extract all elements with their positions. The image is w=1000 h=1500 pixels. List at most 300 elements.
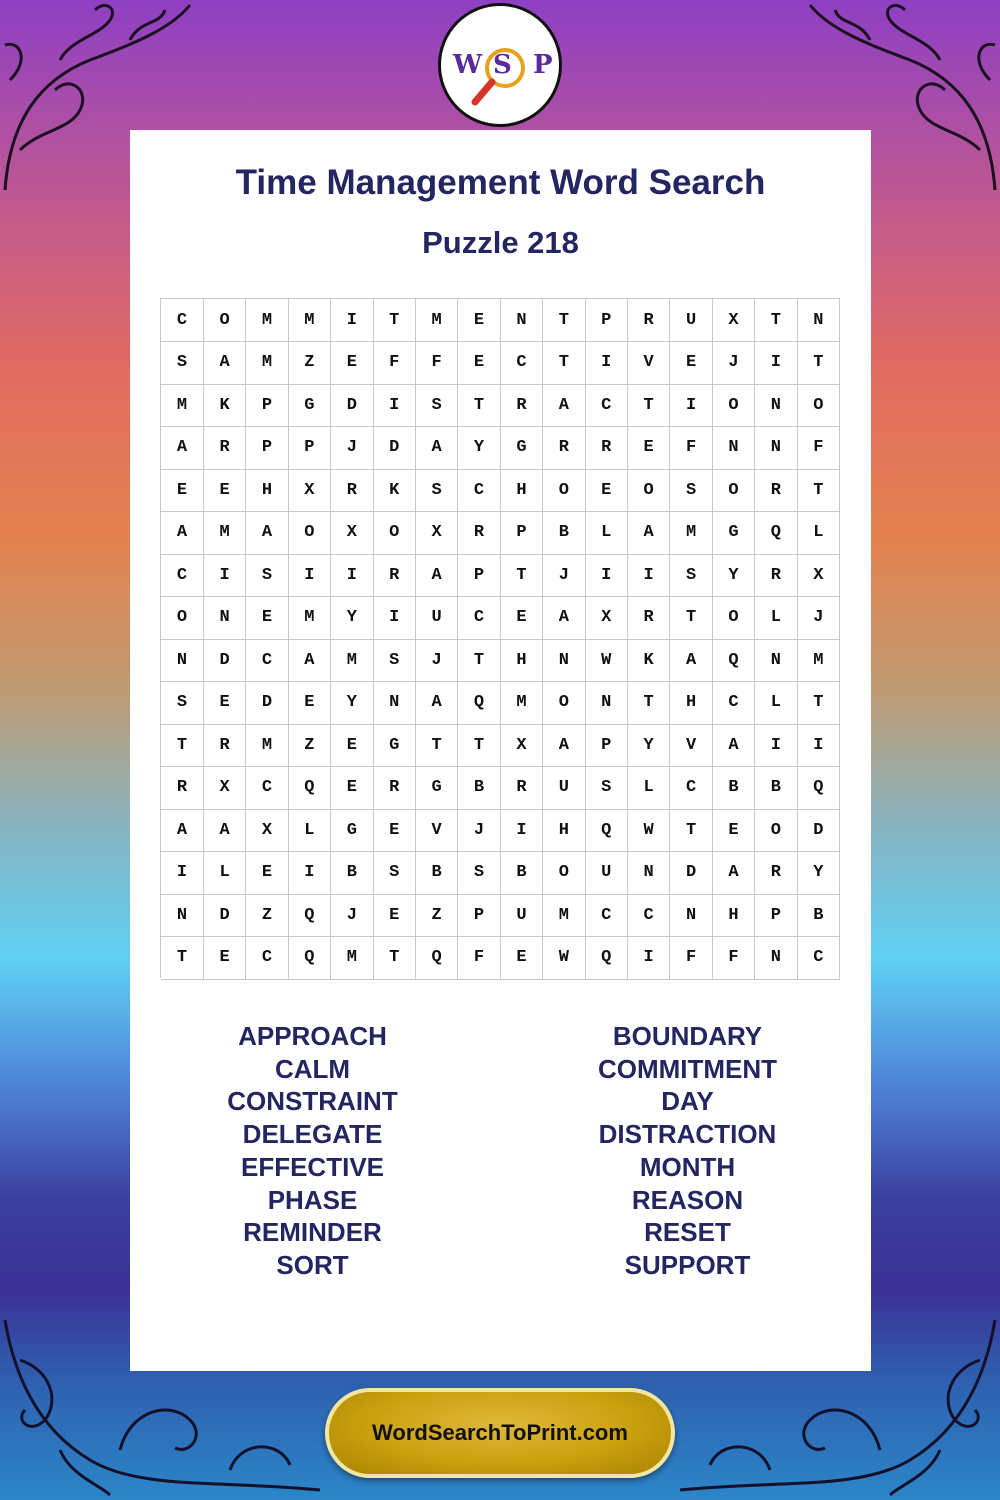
grid-cell[interactable]: E (627, 427, 669, 470)
grid-row (161, 639, 840, 682)
grid-cell[interactable]: H (670, 682, 712, 725)
grid-cell[interactable]: Q (797, 767, 839, 810)
grid-cell[interactable]: K (373, 469, 415, 512)
grid-cell[interactable]: X (712, 299, 754, 342)
grid-cell[interactable]: P (246, 427, 288, 470)
grid-cell[interactable]: Q (288, 937, 330, 980)
magnifier-icon (469, 44, 529, 108)
grid-cell[interactable]: O (712, 597, 754, 640)
grid-cell[interactable]: N (543, 639, 585, 682)
grid-cell[interactable]: I (288, 852, 330, 895)
grid-cell[interactable]: N (373, 682, 415, 725)
grid-cell[interactable]: T (670, 597, 712, 640)
grid-cell[interactable]: F (797, 427, 839, 470)
grid-cell[interactable]: O (712, 384, 754, 427)
grid-cell[interactable]: T (797, 682, 839, 725)
grid-cell[interactable]: T (627, 682, 669, 725)
grid-cell[interactable]: C (161, 554, 203, 597)
grid-cell[interactable]: R (161, 767, 203, 810)
grid-row (161, 427, 840, 470)
grid-cell[interactable]: T (755, 299, 797, 342)
grid-cell[interactable]: V (627, 342, 669, 385)
grid-cell[interactable]: T (500, 554, 542, 597)
grid-cell[interactable]: U (670, 299, 712, 342)
word-list-item: SUPPORT (624, 1249, 751, 1280)
grid-cell[interactable]: N (203, 597, 245, 640)
grid-cell[interactable]: S (161, 682, 203, 725)
grid-cell[interactable]: E (246, 597, 288, 640)
grid-cell[interactable]: L (288, 809, 330, 852)
grid-cell[interactable]: D (670, 852, 712, 895)
grid-cell[interactable]: W (543, 937, 585, 980)
grid-cell[interactable]: R (755, 852, 797, 895)
grid-cell[interactable]: C (712, 682, 754, 725)
grid-row (161, 852, 840, 895)
word-list-item: BOUNDARY (612, 1021, 763, 1051)
grid-cell[interactable]: O (288, 512, 330, 555)
grid-cell[interactable]: T (670, 809, 712, 852)
grid-cell[interactable]: P (585, 299, 627, 342)
grid-cell[interactable]: E (373, 894, 415, 937)
grid-cell[interactable]: A (161, 427, 203, 470)
grid-cell[interactable]: F (712, 937, 754, 980)
grid-cell[interactable]: R (373, 767, 415, 810)
word-list-item: APPROACH (238, 1021, 387, 1051)
grid-cell[interactable]: Y (331, 682, 373, 725)
grid-cell[interactable]: O (627, 469, 669, 512)
website-link-button[interactable]: WordSearchToPrint.com (325, 1388, 675, 1478)
grid-cell[interactable]: F (670, 427, 712, 470)
grid-cell[interactable]: I (500, 809, 542, 852)
grid-cell[interactable]: B (415, 852, 457, 895)
word-list-right (500, 1020, 875, 1282)
grid-cell[interactable]: E (585, 469, 627, 512)
grid-cell[interactable]: P (755, 894, 797, 937)
grid-cell[interactable]: A (543, 597, 585, 640)
grid-cell[interactable]: E (246, 852, 288, 895)
grid-cell[interactable]: Y (797, 852, 839, 895)
grid-cell[interactable]: N (161, 894, 203, 937)
grid-cell[interactable]: Q (415, 937, 457, 980)
grid-cell[interactable]: T (161, 724, 203, 767)
grid-cell[interactable]: C (670, 767, 712, 810)
grid-cell[interactable]: B (797, 894, 839, 937)
grid-cell[interactable]: E (331, 342, 373, 385)
grid-cell[interactable]: M (543, 894, 585, 937)
grid-cell[interactable]: S (670, 469, 712, 512)
grid-cell[interactable]: J (331, 894, 373, 937)
grid-cell[interactable]: A (712, 724, 754, 767)
grid-cell[interactable]: Y (627, 724, 669, 767)
grid-cell[interactable]: M (415, 299, 457, 342)
grid-cell[interactable]: B (500, 852, 542, 895)
grid-cell[interactable]: I (797, 724, 839, 767)
grid-cell[interactable]: X (203, 767, 245, 810)
grid-cell[interactable]: N (670, 894, 712, 937)
grid-cell[interactable]: B (543, 512, 585, 555)
grid-cell[interactable]: A (670, 639, 712, 682)
grid-cell[interactable]: J (712, 342, 754, 385)
grid-cell[interactable]: U (415, 597, 457, 640)
grid-cell[interactable]: A (415, 554, 457, 597)
letter-grid-table (161, 299, 840, 980)
grid-cell[interactable]: O (543, 469, 585, 512)
grid-cell[interactable]: F (670, 937, 712, 980)
grid-cell[interactable]: A (543, 724, 585, 767)
grid-cell[interactable]: R (203, 427, 245, 470)
word-list-item: RESET (644, 1217, 731, 1248)
grid-cell[interactable]: R (755, 554, 797, 597)
grid-cell[interactable]: H (712, 894, 754, 937)
grid-cell[interactable]: N (627, 852, 669, 895)
grid-cell[interactable]: P (585, 724, 627, 767)
grid-cell[interactable]: I (585, 342, 627, 385)
grid-cell[interactable]: N (755, 937, 797, 980)
word-list-item: DAY (661, 1086, 714, 1117)
grid-cell[interactable]: H (500, 639, 542, 682)
grid-cell[interactable]: F (415, 342, 457, 385)
logo-letter-p: P (533, 50, 553, 80)
grid-cell[interactable]: X (797, 554, 839, 597)
grid-cell[interactable]: D (331, 384, 373, 427)
grid-row (161, 299, 840, 342)
grid-cell[interactable]: Q (288, 894, 330, 937)
grid-cell[interactable]: O (203, 299, 245, 342)
grid-cell[interactable]: N (755, 639, 797, 682)
grid-cell[interactable]: R (585, 427, 627, 470)
grid-cell[interactable]: T (797, 469, 839, 512)
grid-cell[interactable]: E (670, 342, 712, 385)
word-list-item: PHASE (267, 1184, 358, 1215)
grid-row (161, 384, 840, 427)
grid-cell[interactable]: L (627, 767, 669, 810)
page-title: Time Management Word Search (235, 163, 766, 202)
grid-cell[interactable]: R (458, 512, 500, 555)
grid-cell[interactable]: I (755, 342, 797, 385)
grid-cell[interactable]: T (543, 299, 585, 342)
grid-cell[interactable]: N (585, 682, 627, 725)
grid-cell[interactable]: E (288, 682, 330, 725)
grid-cell[interactable]: M (797, 639, 839, 682)
grid-cell[interactable]: A (712, 852, 754, 895)
grid-cell[interactable]: U (500, 894, 542, 937)
grid-cell[interactable]: M (331, 639, 373, 682)
grid-cell[interactable]: P (500, 512, 542, 555)
grid-cell[interactable]: S (415, 469, 457, 512)
grid-cell[interactable]: S (373, 639, 415, 682)
grid-cell[interactable]: Q (585, 809, 627, 852)
grid-cell[interactable]: E (161, 469, 203, 512)
grid-cell[interactable]: E (458, 342, 500, 385)
grid-cell[interactable]: T (458, 639, 500, 682)
word-list-item: REMINDER (243, 1217, 382, 1248)
grid-cell[interactable]: A (415, 682, 457, 725)
site-logo[interactable] (438, 3, 562, 127)
grid-cell[interactable]: T (458, 384, 500, 427)
grid-cell[interactable]: L (585, 512, 627, 555)
grid-cell[interactable]: P (458, 554, 500, 597)
grid-cell[interactable]: L (755, 682, 797, 725)
grid-cell[interactable]: D (797, 809, 839, 852)
grid-row (161, 724, 840, 767)
grid-cell[interactable]: E (203, 469, 245, 512)
grid-cell[interactable]: R (627, 299, 669, 342)
grid-cell[interactable]: R (500, 384, 542, 427)
grid-cell[interactable]: D (203, 894, 245, 937)
grid-cell[interactable]: R (627, 597, 669, 640)
grid-cell[interactable]: Q (288, 767, 330, 810)
grid-cell[interactable]: S (670, 554, 712, 597)
grid-cell[interactable]: I (627, 937, 669, 980)
grid-cell[interactable]: T (797, 342, 839, 385)
grid-cell[interactable]: S (585, 767, 627, 810)
grid-cell[interactable]: A (161, 809, 203, 852)
grid-cell[interactable]: E (203, 682, 245, 725)
grid-row (161, 554, 840, 597)
puzzle-number: Puzzle 218 (422, 225, 579, 260)
grid-cell[interactable]: K (627, 639, 669, 682)
grid-cell[interactable]: H (543, 809, 585, 852)
grid-cell[interactable]: H (246, 469, 288, 512)
logo-letter-s: S (493, 50, 512, 80)
grid-cell[interactable]: C (797, 937, 839, 980)
word-list-item: COMMITMENT (597, 1053, 778, 1084)
grid-cell[interactable]: J (415, 639, 457, 682)
grid-cell[interactable]: B (331, 852, 373, 895)
grid-cell[interactable]: H (500, 469, 542, 512)
grid-cell[interactable]: I (161, 852, 203, 895)
grid-cell[interactable]: J (543, 554, 585, 597)
grid-cell[interactable]: Q (585, 937, 627, 980)
grid-cell[interactable]: Z (246, 894, 288, 937)
grid-cell[interactable]: X (415, 512, 457, 555)
grid-cell[interactable]: S (373, 852, 415, 895)
grid-cell[interactable]: I (627, 554, 669, 597)
grid-cell[interactable]: B (458, 767, 500, 810)
word-list-item: DISTRACTION (598, 1119, 777, 1150)
grid-cell[interactable]: A (203, 342, 245, 385)
grid-cell[interactable]: O (712, 469, 754, 512)
grid-cell[interactable]: E (331, 767, 373, 810)
grid-cell[interactable]: T (458, 724, 500, 767)
grid-cell[interactable]: G (500, 427, 542, 470)
grid-cell[interactable]: L (203, 852, 245, 895)
grid-cell[interactable]: R (500, 767, 542, 810)
grid-cell[interactable]: J (458, 809, 500, 852)
grid-cell[interactable]: Z (288, 342, 330, 385)
grid-cell[interactable]: O (755, 809, 797, 852)
grid-cell[interactable]: M (203, 512, 245, 555)
grid-cell[interactable]: W (627, 809, 669, 852)
grid-cell[interactable]: F (458, 937, 500, 980)
grid-cell[interactable]: J (797, 597, 839, 640)
grid-row (161, 682, 840, 725)
grid-cell[interactable]: X (331, 512, 373, 555)
grid-cell[interactable]: N (500, 299, 542, 342)
grid-cell[interactable]: C (458, 597, 500, 640)
grid-cell[interactable]: U (543, 767, 585, 810)
grid-cell[interactable]: E (373, 809, 415, 852)
word-list-item: CALM (274, 1053, 351, 1084)
grid-cell[interactable]: R (203, 724, 245, 767)
grid-cell[interactable]: X (288, 469, 330, 512)
grid-cell[interactable]: F (373, 342, 415, 385)
grid-cell[interactable]: E (458, 299, 500, 342)
grid-cell[interactable]: T (543, 342, 585, 385)
word-list-item: REASON (631, 1184, 744, 1215)
grid-row (161, 809, 840, 852)
grid-cell[interactable]: M (246, 724, 288, 767)
grid-cell[interactable]: G (331, 809, 373, 852)
grid-cell[interactable]: M (246, 342, 288, 385)
grid-cell[interactable]: M (288, 299, 330, 342)
grid-cell[interactable]: N (797, 299, 839, 342)
grid-cell[interactable]: D (203, 639, 245, 682)
grid-cell[interactable]: P (288, 427, 330, 470)
grid-cell[interactable]: C (585, 894, 627, 937)
grid-cell[interactable]: A (627, 512, 669, 555)
word-list-item: EFFECTIVE (240, 1151, 384, 1182)
grid-cell[interactable]: P (246, 384, 288, 427)
grid-cell[interactable]: Z (288, 724, 330, 767)
grid-cell[interactable]: B (755, 767, 797, 810)
grid-row (161, 767, 840, 810)
grid-cell[interactable]: C (246, 767, 288, 810)
grid-cell[interactable]: N (161, 639, 203, 682)
grid-cell[interactable]: C (246, 639, 288, 682)
grid-cell[interactable]: E (500, 597, 542, 640)
grid-cell[interactable]: S (415, 384, 457, 427)
grid-cell[interactable]: A (246, 512, 288, 555)
grid-cell[interactable]: A (161, 512, 203, 555)
logo-letter-w: W (453, 50, 483, 80)
grid-cell[interactable]: D (246, 682, 288, 725)
grid-row (161, 894, 840, 937)
word-list-item: DELEGATE (242, 1119, 383, 1150)
grid-cell[interactable]: X (585, 597, 627, 640)
grid-cell[interactable]: M (288, 597, 330, 640)
grid-cell[interactable]: R (755, 469, 797, 512)
word-list-item: MONTH (639, 1151, 736, 1182)
grid-cell[interactable]: X (500, 724, 542, 767)
word-list-item: CONSTRAINT (227, 1086, 398, 1117)
grid-cell[interactable]: L (797, 512, 839, 555)
grid-cell[interactable]: O (373, 512, 415, 555)
grid-cell[interactable]: Q (712, 639, 754, 682)
grid-cell[interactable]: Y (458, 427, 500, 470)
grid-cell[interactable]: M (331, 937, 373, 980)
grid-cell[interactable]: T (415, 724, 457, 767)
grid-cell[interactable]: T (373, 299, 415, 342)
grid-cell[interactable]: Z (415, 894, 457, 937)
grid-cell[interactable]: R (543, 427, 585, 470)
grid-cell[interactable]: V (670, 724, 712, 767)
grid-cell[interactable]: K (203, 384, 245, 427)
grid-cell[interactable]: E (331, 724, 373, 767)
grid-cell[interactable]: C (458, 469, 500, 512)
grid-cell[interactable]: W (585, 639, 627, 682)
grid-cell[interactable]: O (161, 597, 203, 640)
grid-cell[interactable]: Q (755, 512, 797, 555)
grid-cell[interactable]: C (585, 384, 627, 427)
grid-cell[interactable]: D (373, 427, 415, 470)
grid-cell[interactable]: G (712, 512, 754, 555)
grid-cell[interactable]: C (246, 937, 288, 980)
grid-cell[interactable]: G (373, 724, 415, 767)
grid-cell[interactable]: A (415, 427, 457, 470)
grid-cell[interactable]: I (288, 554, 330, 597)
grid-cell[interactable]: C (161, 299, 203, 342)
grid-row (161, 937, 840, 980)
grid-cell[interactable]: B (712, 767, 754, 810)
grid-cell[interactable]: M (670, 512, 712, 555)
grid-cell[interactable]: T (373, 937, 415, 980)
grid-cell[interactable]: Y (331, 597, 373, 640)
grid-cell[interactable]: I (755, 724, 797, 767)
grid-cell[interactable]: I (373, 384, 415, 427)
grid-cell[interactable]: O (543, 852, 585, 895)
grid-cell[interactable]: Y (712, 554, 754, 597)
grid-cell[interactable]: A (203, 809, 245, 852)
grid-cell[interactable]: U (585, 852, 627, 895)
grid-cell[interactable]: N (755, 427, 797, 470)
grid-cell[interactable]: Q (458, 682, 500, 725)
grid-cell[interactable]: I (331, 299, 373, 342)
grid-cell[interactable]: L (755, 597, 797, 640)
grid-cell[interactable]: G (415, 767, 457, 810)
grid-cell[interactable]: I (373, 597, 415, 640)
grid-cell[interactable]: C (500, 342, 542, 385)
grid-cell[interactable]: S (161, 342, 203, 385)
grid-row (161, 512, 840, 555)
grid-row (161, 469, 840, 512)
grid-cell[interactable]: M (500, 682, 542, 725)
grid-cell[interactable]: E (712, 809, 754, 852)
grid-cell[interactable]: T (627, 384, 669, 427)
grid-cell[interactable]: N (712, 427, 754, 470)
grid-cell[interactable]: I (331, 554, 373, 597)
grid-cell[interactable]: M (246, 299, 288, 342)
grid-cell[interactable]: A (543, 384, 585, 427)
grid-cell[interactable]: I (203, 554, 245, 597)
grid-cell[interactable]: J (331, 427, 373, 470)
grid-cell[interactable]: R (373, 554, 415, 597)
grid-cell[interactable]: E (500, 937, 542, 980)
grid-cell[interactable]: N (755, 384, 797, 427)
grid-cell[interactable]: S (458, 852, 500, 895)
grid-cell[interactable]: R (331, 469, 373, 512)
grid-cell[interactable]: V (415, 809, 457, 852)
grid-cell[interactable]: C (627, 894, 669, 937)
grid-cell[interactable]: A (288, 639, 330, 682)
grid-cell[interactable]: X (246, 809, 288, 852)
grid-row (161, 597, 840, 640)
grid-cell[interactable]: O (543, 682, 585, 725)
grid-cell[interactable]: I (670, 384, 712, 427)
word-list-left (125, 1020, 500, 1282)
grid-cell[interactable]: I (585, 554, 627, 597)
word-list-item: SORT (276, 1249, 349, 1280)
grid-cell[interactable]: T (161, 937, 203, 980)
grid-cell[interactable]: P (458, 894, 500, 937)
grid-row (161, 342, 840, 385)
grid-cell[interactable]: M (161, 384, 203, 427)
grid-cell[interactable]: O (797, 384, 839, 427)
letter-grid (160, 298, 840, 978)
grid-cell[interactable]: S (246, 554, 288, 597)
grid-cell[interactable]: G (288, 384, 330, 427)
grid-cell[interactable]: E (203, 937, 245, 980)
